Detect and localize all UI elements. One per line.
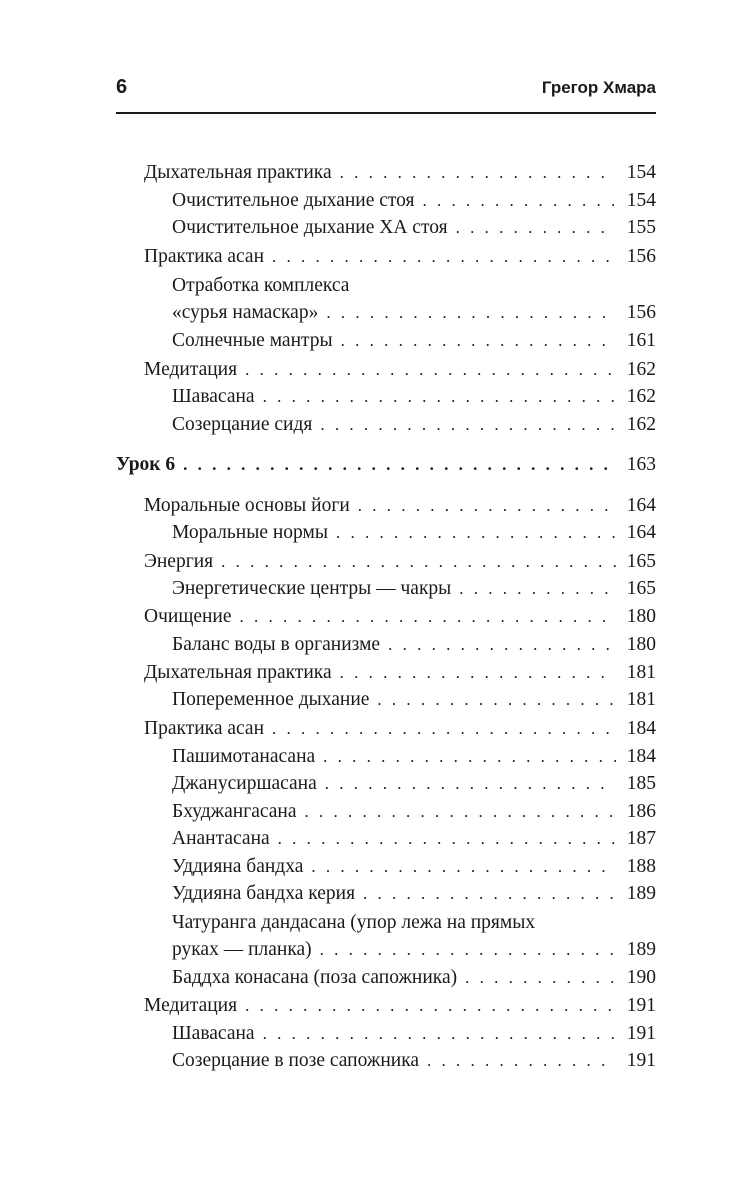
toc-entry-title: Энергетические центры — чакры: [172, 578, 452, 599]
dot-leader: [377, 690, 616, 710]
toc-entry: [144, 995, 656, 1021]
toc-entry-title: Дыхательная практика: [144, 162, 332, 183]
toc-entry: [172, 746, 656, 772]
toc-entry: [144, 606, 656, 632]
page-number: 6: [116, 76, 128, 98]
toc-entry: [172, 967, 656, 993]
toc-entry-title: Шавасана: [172, 1023, 255, 1044]
running-author: Грегор Хмара: [541, 78, 656, 97]
toc-entry-page: 181: [626, 689, 656, 710]
toc-entry-page: 165: [626, 578, 656, 599]
toc-entry-title: Солнечные мантры: [172, 330, 333, 351]
toc-entry: [172, 414, 656, 440]
dot-leader: [278, 829, 616, 849]
toc-entry: [172, 275, 656, 301]
toc-entry-page: 163: [626, 454, 656, 475]
toc-entry: [172, 302, 656, 328]
toc-entry-page: 191: [626, 995, 656, 1016]
dot-leader: [245, 360, 616, 380]
toc-entry-page: 164: [626, 495, 656, 516]
dot-leader: [263, 387, 616, 407]
toc-entry-title: Дыхательная практика: [144, 662, 332, 683]
toc-entry: [172, 1050, 656, 1076]
dot-leader: [305, 802, 616, 822]
toc-entry-page: 156: [626, 302, 656, 323]
dot-leader: [221, 552, 616, 572]
toc-entry-title: Медитация: [144, 995, 238, 1016]
toc-entry-title: Шавасана: [172, 386, 255, 407]
dot-leader: [340, 163, 616, 183]
toc-entry-page: 181: [626, 662, 656, 683]
toc-entry-title: Очистительное дыхание ХА стоя: [172, 217, 448, 238]
dot-leader: [341, 331, 616, 351]
dot-leader: [272, 719, 616, 739]
toc-entry-page: 190: [626, 967, 656, 988]
toc-entry: [144, 495, 656, 521]
toc-entry-page: 180: [626, 634, 656, 655]
toc-entry-page: 155: [626, 217, 656, 238]
toc-entry: [172, 773, 656, 799]
toc-entry: [172, 522, 656, 548]
toc-entry: [144, 662, 656, 688]
toc-entry-page: 162: [626, 414, 656, 435]
toc-entry-title: Отработка комплекса: [172, 275, 350, 296]
toc-entry-page: 185: [626, 773, 656, 794]
toc-entry-page: 154: [626, 162, 656, 183]
toc-lesson-entry: [116, 454, 656, 480]
toc-entry-title: Баддха конасана (поза сапожника): [172, 967, 458, 988]
toc-entry-title: Баланс воды в организме: [172, 634, 381, 655]
toc-entry: [172, 1023, 656, 1049]
toc-entry-page: 162: [626, 359, 656, 380]
toc-entry-page: 191: [626, 1050, 656, 1071]
dot-leader: [320, 415, 616, 435]
toc-entry-title: Бхуджангасана: [172, 801, 297, 822]
toc-entry-title: Практика асан: [144, 246, 265, 267]
toc-entry-title: Моральные нормы: [172, 522, 328, 543]
toc-entry-page: 186: [626, 801, 656, 822]
toc-entry-page: 165: [626, 551, 656, 572]
dot-leader: [272, 247, 616, 267]
dot-leader: [325, 774, 616, 794]
dot-leader: [326, 303, 616, 323]
toc-entry: [172, 939, 656, 965]
toc-entry: [172, 912, 656, 938]
toc-entry-title: Созерцание сидя: [172, 414, 313, 435]
dot-leader: [363, 884, 616, 904]
toc-entry-page: 184: [626, 718, 656, 739]
toc-entry-page: 187: [626, 828, 656, 849]
toc-entry-title: Практика асан: [144, 718, 265, 739]
dot-leader: [427, 1051, 616, 1071]
toc-entry: [144, 162, 656, 188]
header-rule: [116, 112, 656, 114]
toc-entry-page: 191: [626, 1023, 656, 1044]
dot-leader: [465, 968, 616, 988]
toc-entry: [172, 801, 656, 827]
toc-entry-page: 189: [626, 939, 656, 960]
toc-entry-page: 162: [626, 386, 656, 407]
toc-entry-title: Очищение: [144, 606, 232, 627]
toc-entry: [172, 689, 656, 715]
toc-entry-title: Очистительное дыхание стоя: [172, 190, 415, 211]
toc-entry-page: 188: [626, 856, 656, 877]
toc-entry: [144, 359, 656, 385]
toc-entry: [172, 217, 656, 243]
toc-entry: [144, 551, 656, 577]
dot-leader: [336, 523, 616, 543]
toc-entry-page: 161: [626, 330, 656, 351]
toc-entry-title: Уддияна бандха керия: [172, 883, 356, 904]
dot-leader: [323, 747, 616, 767]
dot-leader: [459, 579, 616, 599]
dot-leader: [311, 857, 616, 877]
toc-entry-title: Анантасана: [172, 828, 270, 849]
toc-entry-title: Моральные основы йоги: [144, 495, 350, 516]
toc-entry: [172, 386, 656, 412]
dot-leader: [340, 663, 616, 683]
dot-leader: [183, 455, 616, 475]
toc-entry-title: Урок 6: [116, 454, 176, 475]
dot-leader: [240, 607, 616, 627]
toc-entry-page: 156: [626, 246, 656, 267]
toc-entry: [172, 828, 656, 854]
toc-entry: [172, 330, 656, 356]
toc-entry-page: 180: [626, 606, 656, 627]
toc-entry: [144, 718, 656, 744]
toc-entry-title: Пашимотанасана: [172, 746, 316, 767]
toc-entry: [144, 246, 656, 272]
toc-entry-title: руках — планка): [172, 939, 312, 960]
running-header: [116, 76, 656, 106]
toc-entry-title: Джанусиршасана: [172, 773, 317, 794]
dot-leader: [456, 218, 616, 238]
toc-entry-page: 189: [626, 883, 656, 904]
dot-leader: [423, 191, 616, 211]
toc-entry: [172, 634, 656, 660]
dot-leader: [358, 496, 616, 516]
dot-leader: [320, 940, 616, 960]
toc-entry: [172, 578, 656, 604]
toc-entry-title: Чатуранга дандасана (упор лежа на прямых: [172, 912, 536, 933]
toc-entry: [172, 883, 656, 909]
dot-leader: [245, 996, 616, 1016]
toc-entry-page: 164: [626, 522, 656, 543]
toc-entry-title: «сурья намаскар»: [172, 302, 319, 323]
toc-entry-title: Уддияна бандха: [172, 856, 304, 877]
dot-leader: [263, 1024, 616, 1044]
toc-entry: [172, 856, 656, 882]
toc-entry: [172, 190, 656, 216]
toc-entry-title: Энергия: [144, 551, 214, 572]
dot-leader: [388, 635, 616, 655]
toc-entry-title: Созерцание в позе сапожника: [172, 1050, 420, 1071]
toc-entry-page: 184: [626, 746, 656, 767]
toc-entry-title: Медитация: [144, 359, 238, 380]
toc-entry-title: Попеременное дыхание: [172, 689, 370, 710]
toc-entry-page: 154: [626, 190, 656, 211]
